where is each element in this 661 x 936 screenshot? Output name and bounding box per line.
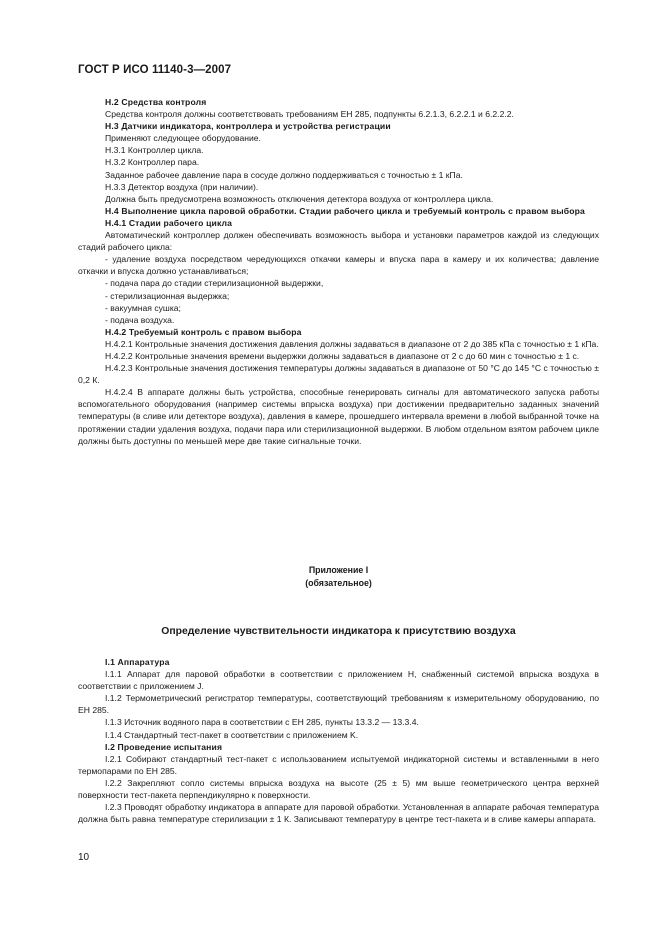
section-h-text	[78, 96, 599, 447]
paragraph: H.3.2 Контроллер пара.	[105, 157, 200, 168]
section-heading: H.4.1 Стадии рабочего цикла	[105, 217, 233, 228]
paragraph: H.3.1 Контроллер цикла.	[105, 145, 204, 156]
paragraph: Средства контроля должны соответствовать требованиям ЕН 285, подпункты 6.2.1.3, 6.2.2.1 и 6.2.2.2.	[105, 109, 514, 120]
paragraph: - подача пара до стадии стерилизационной выдержки,	[105, 278, 324, 289]
page-number: 10	[78, 852, 90, 863]
paragraph: Применяют следующее оборудование.	[105, 133, 261, 144]
paragraph: - удаление воздуха посредством чередующихся откачки камеры и впуска пара в камеру и их количества; давление откачки и впуска должно устанавливаться;	[78, 254, 599, 277]
paragraph: I.1.4 Стандартный тест-пакет в соответствии с приложением K.	[105, 729, 359, 740]
paragraph: - стерилизационная выдержка;	[105, 290, 230, 301]
section-heading: H.4 Выполнение цикла паровой обработки. Стадии рабочего цикла и требуемый контроль с правом выбора	[105, 205, 585, 216]
paragraph: H.4.2.3 Контрольные значения достижения температуры должны задаваться в диапазоне от 50 °С до 145 °С с точностью ± 0,2 К.	[78, 363, 599, 386]
paragraph: Автоматический контроллер должен обеспечивать возможность выбора и установки параметров каждой из следующих стадий рабочего цикла:	[78, 230, 599, 253]
section-heading: H.4.2 Требуемый контроль с правом выбора	[105, 326, 302, 337]
annex-title: Определение чувствительности индикатора к присутствию воздуха	[161, 626, 516, 637]
paragraph: H.4.2.2 Контрольные значения времени выдержки должны задаваться в диапазоне от 2 с до 60 мин с точностью ± 1 с.	[105, 350, 580, 361]
section-heading: H.2 Средства контроля	[105, 97, 207, 107]
document-code: ГОСТ Р ИСО 11140-3—2007	[78, 64, 232, 76]
paragraph: H.3.3 Детектор воздуха (при наличии).	[105, 181, 259, 192]
paragraph: I.2.2 Закрепляют сопло системы впрыска воздуха на высоте (25 ± 5) мм выше геометрического центра верхней поверхности тест-пакета перпендикулярно к поверхности.	[78, 777, 599, 801]
annex-label: Приложение I	[308, 565, 369, 575]
paragraph: I.1.2 Термометрический регистратор температуры, соответствующий требованиям к измерительному оборудованию, по ЕН 285.	[78, 693, 599, 716]
paragraph: I.2.3 Проводят обработку индикатора в аппарате для паровой обработки. Установленная в аппарате рабочая температура должна быть равна температуре стерилизации ± 1 К. Записывают температуру в центре тест-пакета и в сливе камеры аппарата.	[78, 802, 599, 825]
annex-heading	[78, 564, 599, 589]
section-heading: H.3 Датчики индикатора, контроллера и устройства регистрации	[105, 121, 391, 132]
section-i-text	[78, 656, 599, 825]
paragraph: I.2.1 Собирают стандартный тест-пакет с использованием испытуемой индикаторной системы и вставленными в него термопарами по ЕН 285.	[78, 753, 599, 776]
paragraph: I.1.3 Источник водяного пара в соответствии с ЕН 285, пункты 13.3.2 — 13.3.4.	[105, 717, 419, 728]
paragraph: H.4.2.1 Контрольные значения достижения давления должны задаваться в диапазоне от 2 до 385 кПа с точностью ± 1 кПа.	[105, 338, 599, 349]
paragraph: - подача воздуха.	[105, 314, 175, 325]
section-heading: I.1 Аппаратура	[105, 657, 170, 667]
paragraph: - вакуумная сушка;	[105, 302, 181, 313]
paragraph: Должна быть предусмотрена возможность отключения детектора воздуха от контроллера цикла.	[105, 193, 494, 204]
paragraph: H.4.2.4 В аппарате должны быть устройства, способные генерировать сигналы для автоматического запуска работы вспомогательного оборудования (например системы впрыска воздуха) при достижении предварительно заданных значений температуры (в сливе или детекторе воздуха), давления в камере, прошедшего интервала времени в любой выбранной точке на протяжении стадии удаления воздуха, подачи пара или стерилизационной выдержки. В любом отдельном взятом рабочем цикле должны быть доступны по меньшей мере две такие сигнальные точки.	[78, 387, 599, 446]
section-heading: I.2 Проведение испытания	[105, 741, 223, 752]
paragraph: Заданное рабочее давление пара в сосуде должно поддерживаться с точностью ± 1 кПа.	[105, 169, 463, 180]
annex-status: (обязательное)	[305, 577, 372, 588]
paragraph: I.1.1 Аппарат для паровой обработки в соответствии с приложением H, снабженный системой впрыска воздуха в соответствии с приложением J.	[78, 669, 599, 692]
